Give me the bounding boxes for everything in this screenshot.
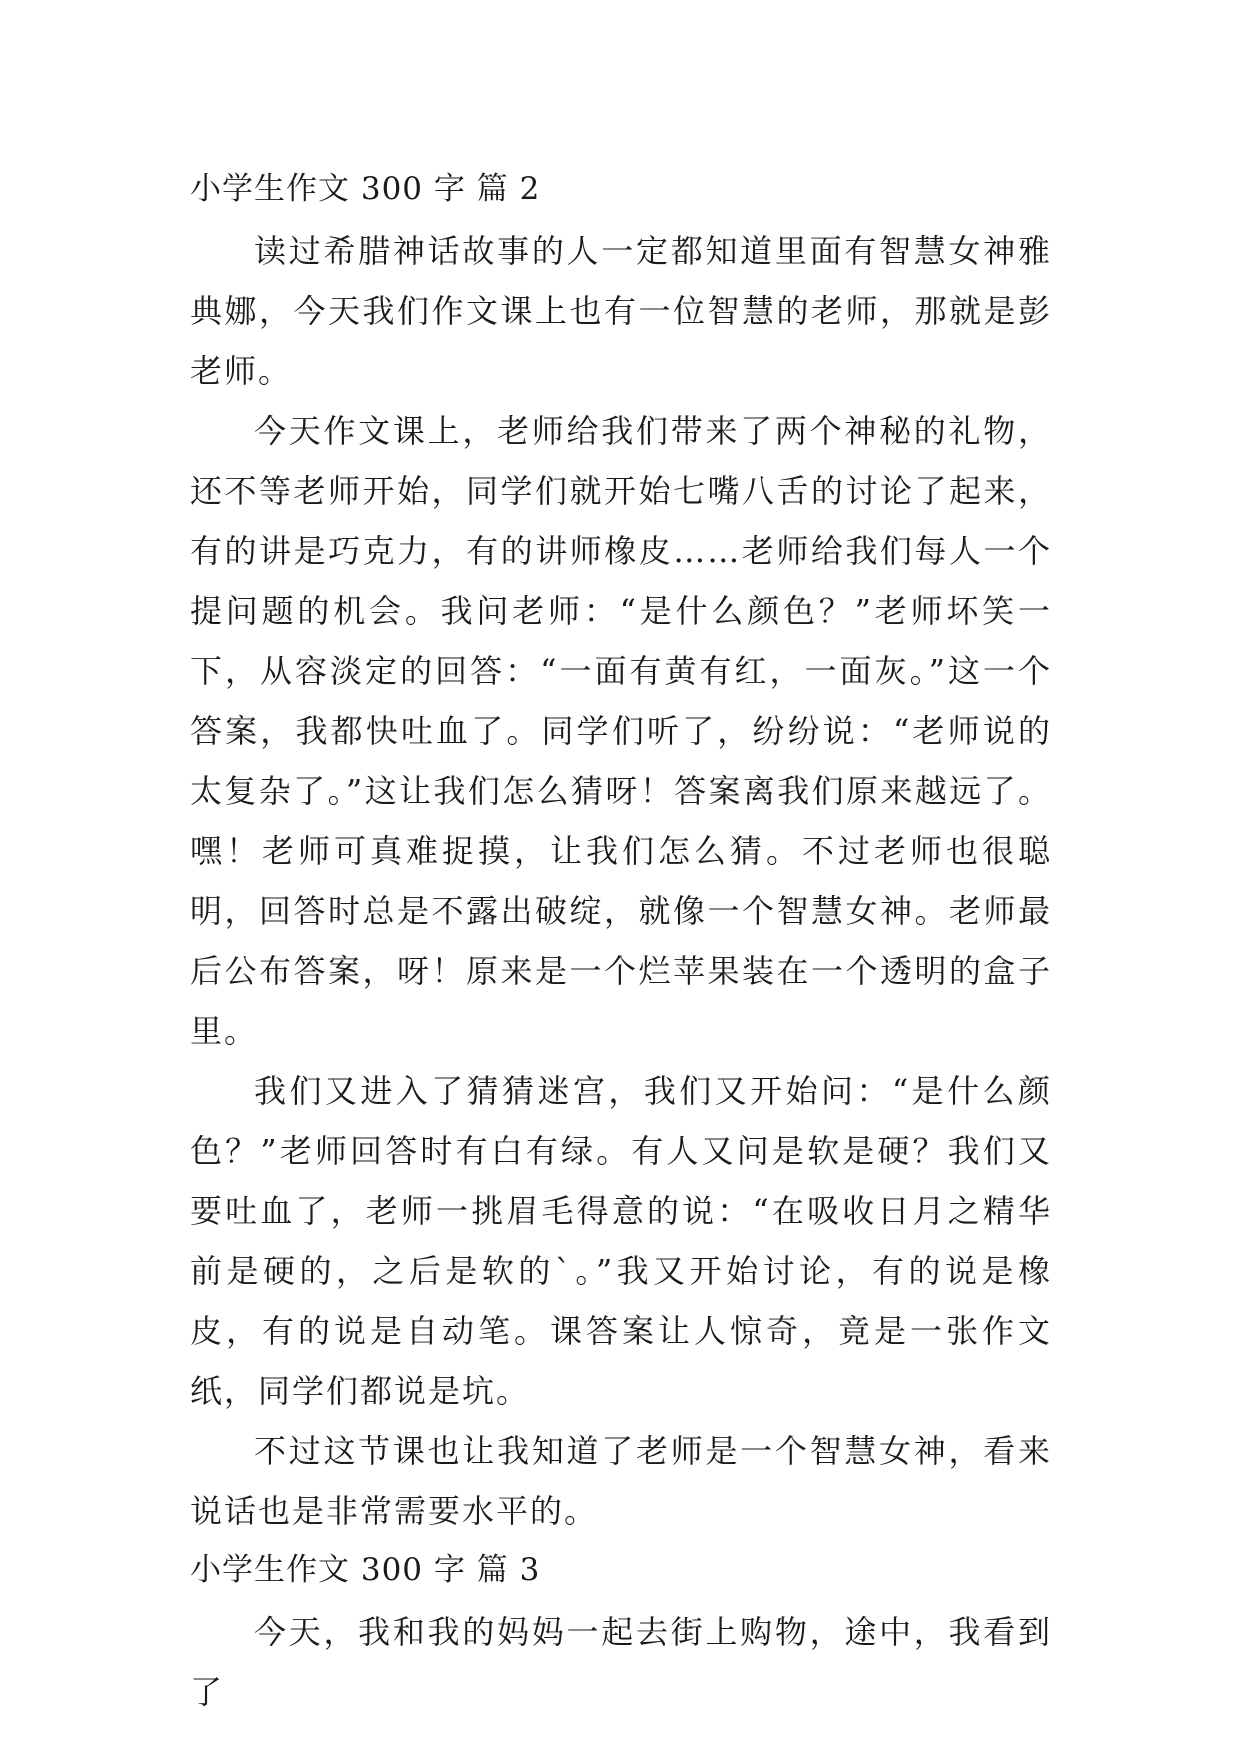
- article-body: [190, 160, 1052, 1722]
- paragraph: 不过这节课也让我知道了老师是一个智慧女神，看来说话也是非常需要水平的。: [190, 1432, 1052, 1530]
- section-heading-2: 小学生作文 300 字 篇 2: [190, 171, 541, 207]
- paragraph: 我们又进入了猜猜迷宫，我们又开始问：“是什么颜色？”老师回答时有白有绿。有人又问是软是硬？我们又要吐血了，老师一挑眉毛得意的说：“在吸收日月之精华前是硬的，之后是软的`。”我又开始讨论，有的说是橡皮，有的说是自动笔。课答案让人惊奇，竟是一张作文纸，同学们都说是坑。: [190, 1072, 1052, 1410]
- paragraph: 今天作文课上，老师给我们带来了两个神秘的礼物，还不等老师开始，同学们就开始七嘴八舌的讨论了起来，有的讲是巧克力，有的讲师橡皮……老师给我们每人一个提问题的机会。我问老师：“是什么颜色？”老师坏笑一下，从容淡定的回答：“一面有黄有红，一面灰。”这一个答案，我都快吐血了。同学们听了，纷纷说：“老师说的太复杂了。”这让我们怎么猜呀！答案离我们原来越远了。嘿！老师可真难捉摸，让我们怎么猜。不过老师也很聪明，回答时总是不露出破绽，就像一个智慧女神。老师最后公布答案，呀！原来是一个烂苹果装在一个透明的盒子里。: [190, 412, 1052, 1050]
- paragraph: 今天，我和我的妈妈一起去街上购物，途中，我看到了: [190, 1613, 1052, 1711]
- paragraph: 读过希腊神话故事的人一定都知道里面有智慧女神雅典娜，今天我们作文课上也有一位智慧的老师，那就是彭老师。: [190, 232, 1052, 390]
- section-heading-3: 小学生作文 300 字 篇 3: [190, 1552, 541, 1588]
